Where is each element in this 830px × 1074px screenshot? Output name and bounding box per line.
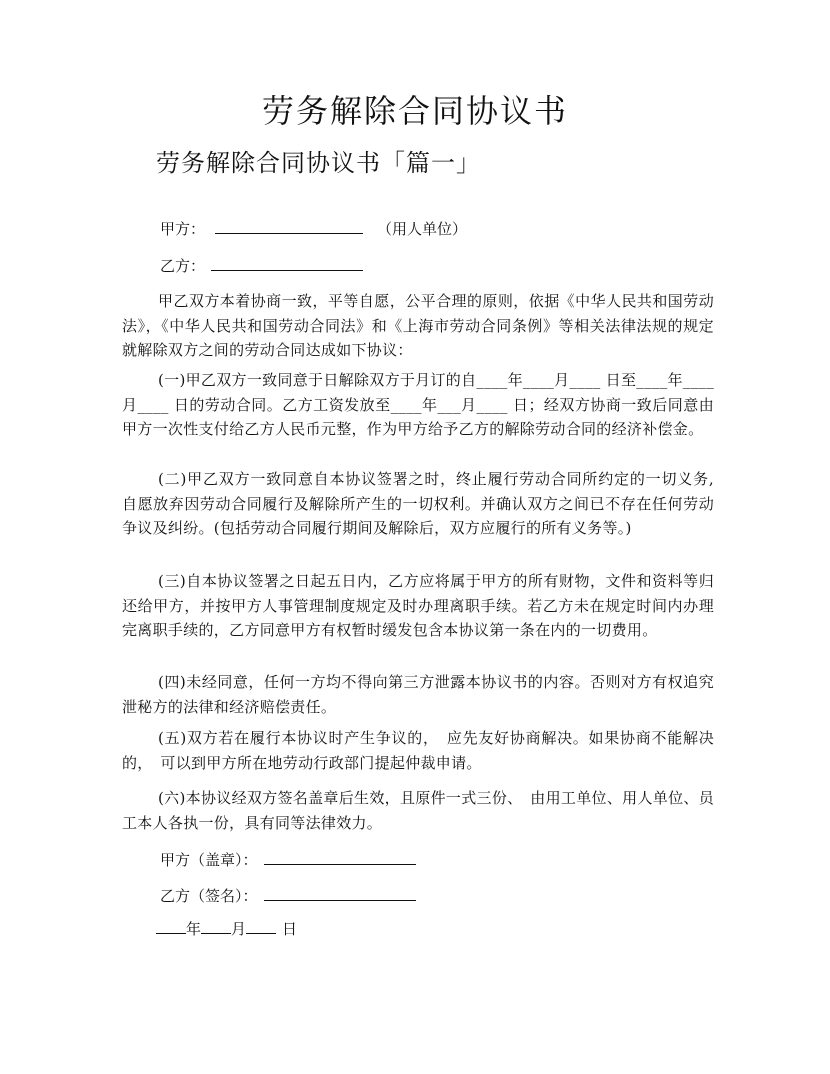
date-line — [156, 917, 297, 939]
party-a-label: 甲方： — [160, 220, 206, 238]
sign-b-blank — [264, 884, 416, 901]
paragraph-5: (五)双方若在履行本协议时产生争议的， 应先友好协商解决。如果协商不能解决的， 可以到甲方所在地劳动行政部门提起仲裁申请。 — [122, 729, 714, 772]
year-blank — [156, 917, 186, 934]
sign-a-label: 甲方（盖章）： — [160, 851, 258, 869]
paragraph-intro: 甲乙双方本着协商一致，平等自愿，公平合理的原则，依据《中华人民共和国劳动法》，《中华人民共和国劳动合同法》和《上海市劳动合同条例》等相关法律法规的规定就解除双方之间的劳动合同达成如下协议： — [122, 292, 714, 359]
month-blank — [201, 917, 231, 934]
paragraph-4: (四)未经同意，任何一方均不得向第三方泄露本协议书的内容。否则对方有权追究泄秘方的法律和经济赔偿责任。 — [122, 673, 714, 716]
party-b-blank — [211, 254, 363, 271]
sign-b-label: 乙方（签名）： — [160, 887, 258, 905]
page-title: 劳务解除合同协议书 — [261, 92, 568, 130]
paragraph-2: (二)甲乙双方一致同意自本协议签署之时，终止履行劳动合同所约定的一切义务, 自愿放弃因劳动合同履行及解除所产生的一切权利。并确认双方之间已不存在任何劳动争议及纠纷。(包括劳动合同履行期间及解除后，双方应履行的所有义务等。) — [122, 470, 714, 537]
paragraph-6: (六)本协议经双方签名盖章后生效，且原件一式三份、 由用工单位、用人单位、员工本人各执一份，具有同等法律效力。 — [122, 789, 714, 832]
party-a-line — [160, 217, 467, 239]
date-day-label: 日 — [282, 920, 298, 938]
sign-b-line — [160, 884, 416, 906]
party-b-line — [160, 254, 363, 276]
paragraph-3: (三)自本协议签署之日起五日内，乙方应将属于甲方的所有财物，文件和资料等归还给甲方，并按甲方人事管理制度规定及时办理离职手续。若乙方未在规定时间内办理完离职手续的，乙方同意甲方有权暂时缓发包含本协议第一条在内的一切费用。 — [122, 572, 714, 639]
sign-a-blank — [264, 848, 416, 865]
party-a-blank — [215, 217, 363, 234]
date-month-label: 月 — [231, 920, 247, 938]
party-a-note: （用人单位） — [377, 220, 468, 238]
section-title: 劳务解除合同协议书「篇一」 — [156, 149, 481, 177]
sign-a-line — [160, 848, 416, 870]
paragraph-1: (一)甲乙双方一致同意于日解除双方于月订的自____年____月____ 日至____年____月____ 日的劳动合同。乙方工资发放至____年___月____ 日；经双方协商一致后同意由甲方一次性支付给乙方人民币元整，作为甲方给予乙方的解除劳动合同的经济补偿金。 — [122, 371, 714, 438]
date-year-label: 年 — [186, 920, 202, 938]
day-blank — [246, 917, 276, 934]
party-b-label: 乙方： — [160, 257, 206, 275]
